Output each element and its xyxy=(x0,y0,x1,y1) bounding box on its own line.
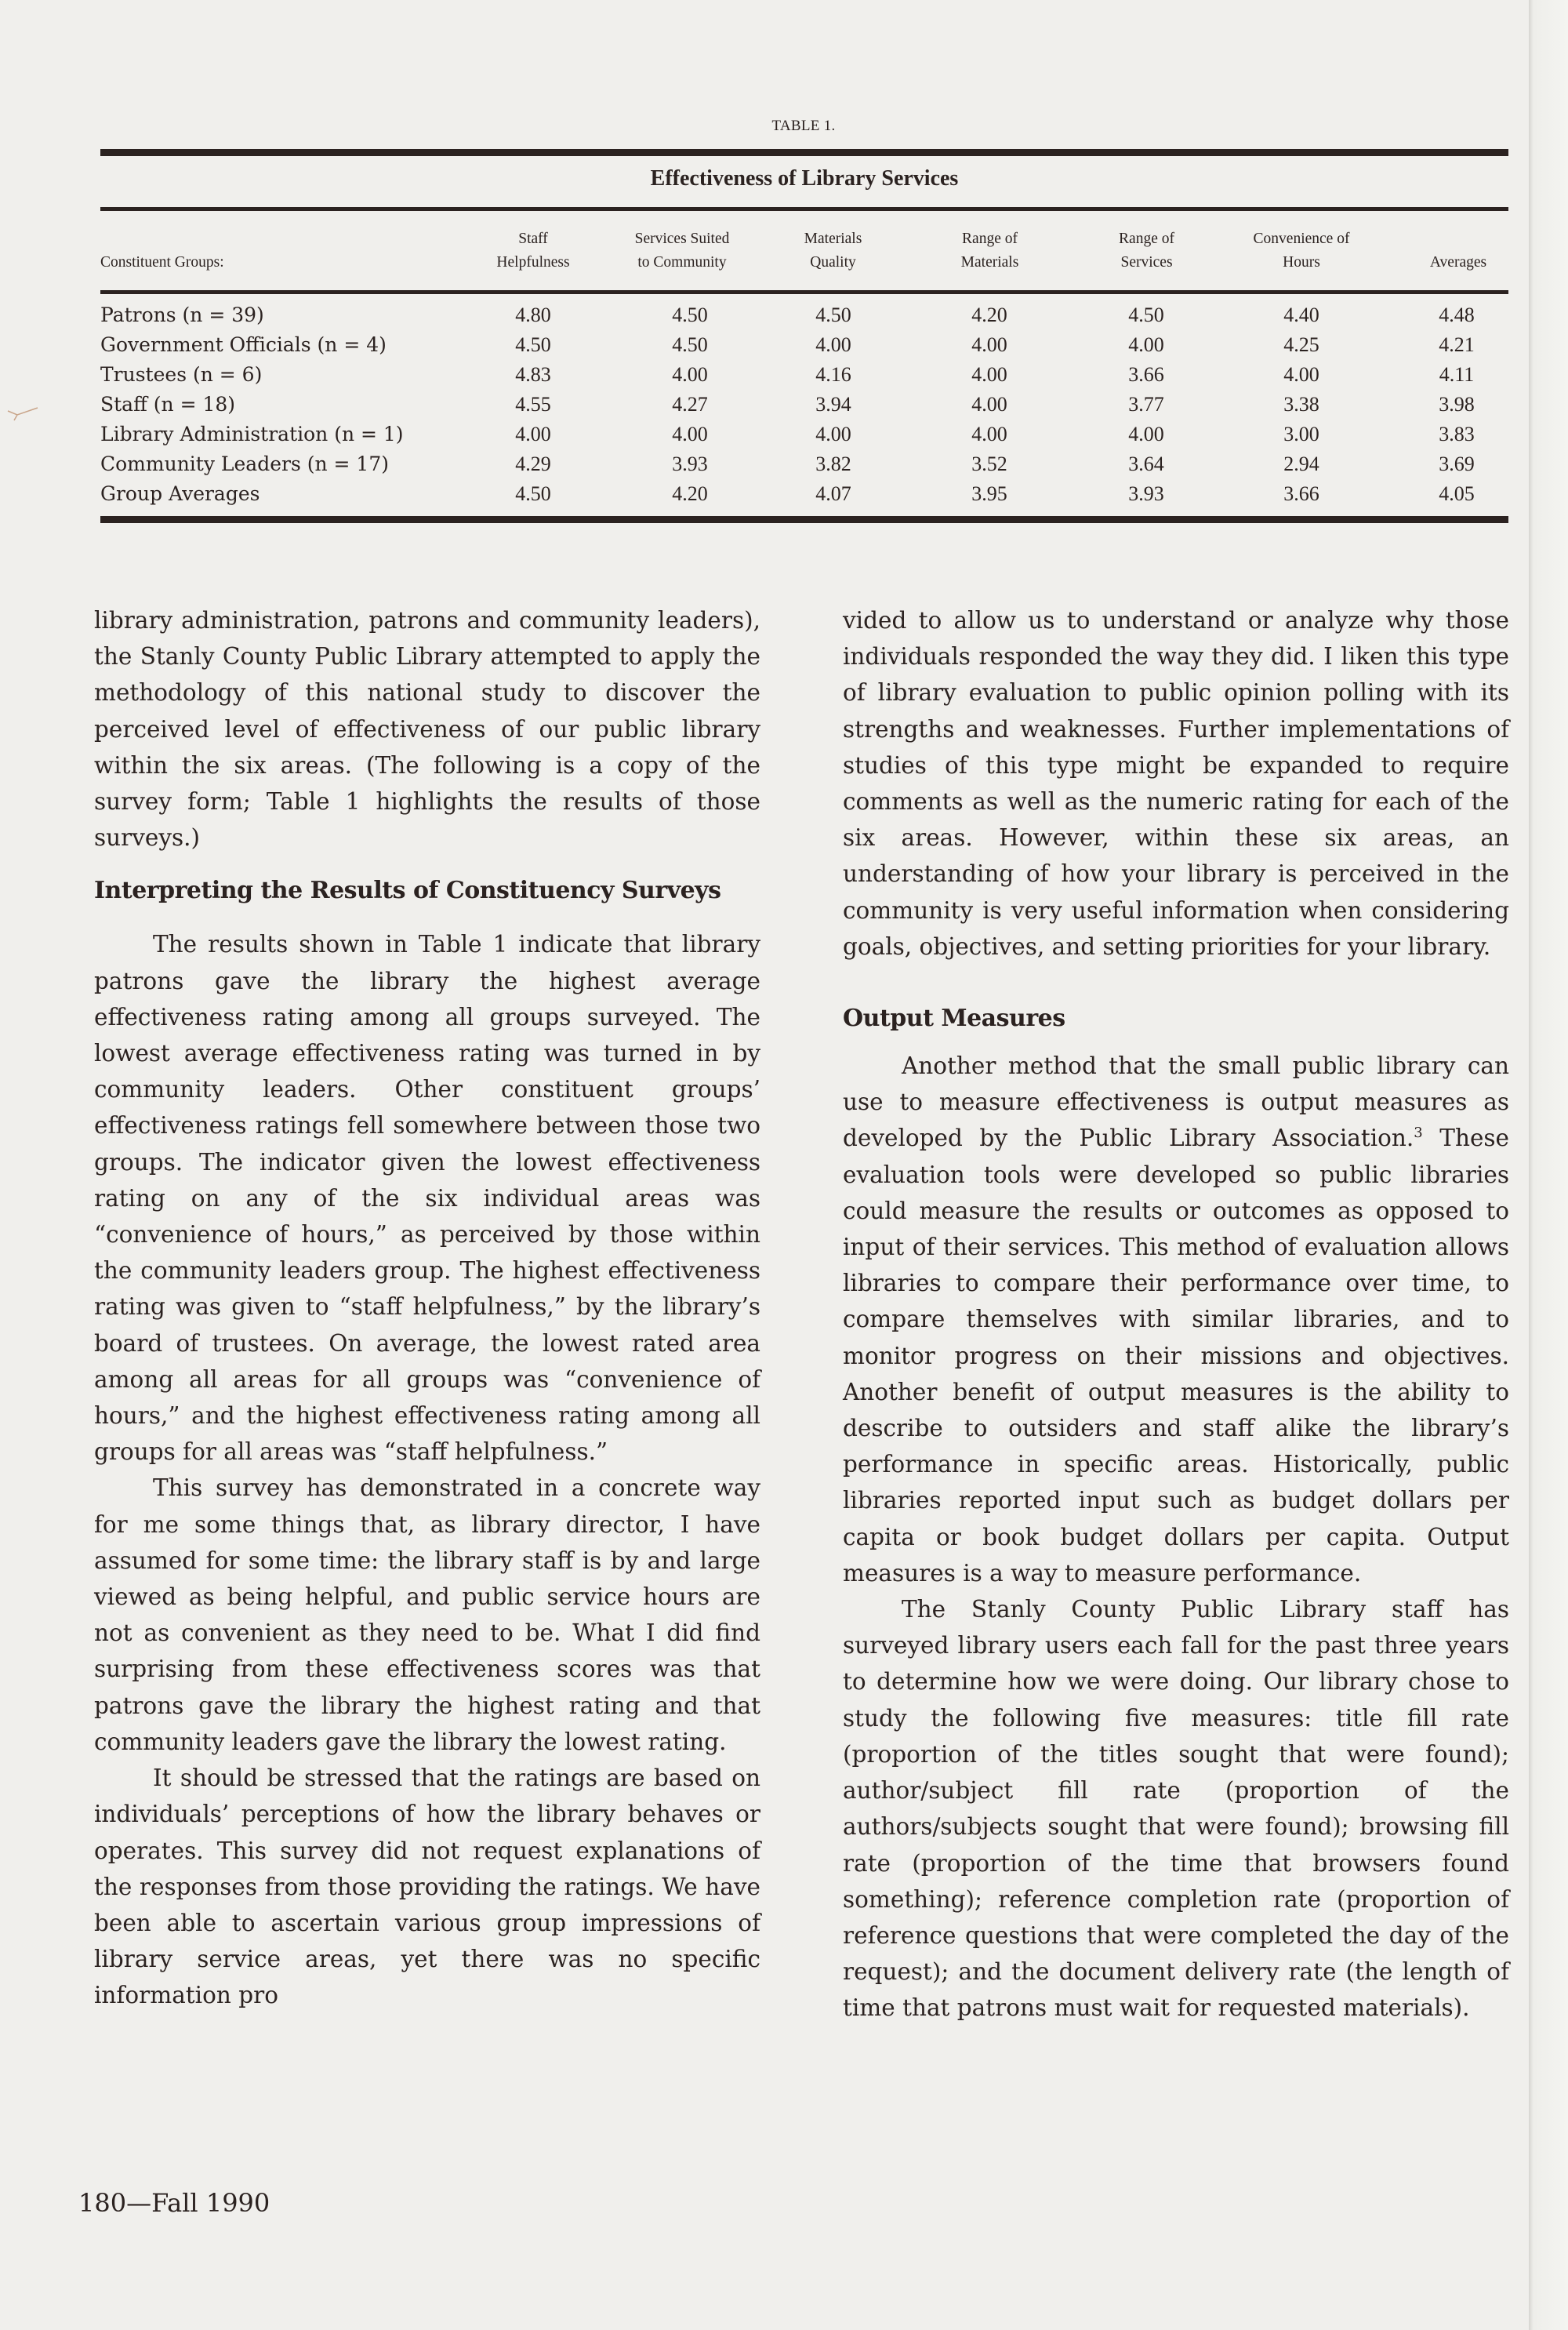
row-group-label: Government Officials (n = 4) xyxy=(100,333,387,356)
paragraph: The results shown in Table 1 indicate that library patrons gave the library the highest average effectiveness rating among all groups surveyed. The lowest average effectiveness rating was turned in by community leaders. Other constituent groups’ effectiveness ratings fell somewhere between those two groups. The indicator given the lowest effectiveness rating on any of the six individual areas was “convenience of hours,” as perceived by those within the community leaders group. The highest effectiveness rating was given to “staff helpfulness,” by the library’s board of trustees. On average, the lowest rated area among all areas for all groups was “convenience of hours,” and the highest effectiveness rating among all groups for all areas was “staff helpfulness.” xyxy=(94,931,760,1466)
paragraph-text: Another method that the small public library can use to measure effectiveness is output measures as developed by the Public Library Association. xyxy=(843,1052,1509,1152)
paragraph: It should be stressed that the ratings are based on individuals’ perceptions of how the library behaves or operates. This survey did not request explanations of the responses from those providing the ratings. We have been able to ascertain various group impressions of library service areas, yet there was no specific information pro xyxy=(94,1765,760,2009)
cell-range-materials: 4.00 xyxy=(971,423,1007,445)
table-top-rule xyxy=(100,149,1508,156)
column-header-staff-helpfulness xyxy=(470,227,596,274)
cell-materials-quality: 3.94 xyxy=(815,393,851,416)
table-row xyxy=(100,453,1508,482)
column-header-line1: Services Suited xyxy=(634,231,730,247)
table-bottom-rule xyxy=(100,516,1508,523)
cell-range-services: 3.77 xyxy=(1128,393,1164,416)
cell-average: 4.05 xyxy=(1439,482,1475,505)
column-header-materials-quality xyxy=(784,227,882,274)
cell-services-suited: 4.50 xyxy=(672,304,708,326)
table-caption: TABLE 1. xyxy=(771,118,836,134)
cell-range-services: 3.93 xyxy=(1128,482,1164,505)
column-header-averages xyxy=(1411,251,1505,274)
column-header-label: Averages xyxy=(1429,254,1487,271)
cell-staff-helpfulness: 4.50 xyxy=(515,333,551,356)
cell-materials-quality: 4.00 xyxy=(815,423,851,445)
cell-staff-helpfulness: 4.50 xyxy=(515,482,551,505)
cell-range-materials: 3.95 xyxy=(971,482,1007,505)
column-header-convenience-hours xyxy=(1231,227,1372,274)
cell-average: 4.11 xyxy=(1439,363,1475,386)
cell-range-services: 4.50 xyxy=(1128,304,1164,326)
table-title: Effectiveness of Library Services xyxy=(650,166,959,191)
cell-services-suited: 4.50 xyxy=(672,333,708,356)
paragraph-text: These evaluation tools were developed so public libraries could measure the results or outcomes as opposed to input of their services. This method of evaluation allows libraries to compare their performance over time, to compare themselves with similar libraries, and to monitor progress on their missions and objectives. Another benefit of output measures is the ability to describe to outsiders and staff alike the library’s performance in specific areas. Historically, public libraries reported input such as budget dollars per capita or book budget dollars per capita. Output measures is a way to measure performance. xyxy=(843,1125,1510,1587)
column-header-line2: to Community xyxy=(637,254,727,271)
cell-range-services: 3.66 xyxy=(1128,363,1164,386)
cell-staff-helpfulness: 4.80 xyxy=(515,304,551,326)
table-row xyxy=(100,393,1508,423)
cell-materials-quality: 3.82 xyxy=(815,453,851,475)
cell-staff-helpfulness: 4.83 xyxy=(515,363,551,386)
cell-materials-quality: 4.50 xyxy=(815,304,851,326)
cell-services-suited: 4.00 xyxy=(672,423,708,445)
paragraph: vided to allow us to understand or analyze why those individuals responded the way they did. I liken this type of library evaluation to public opinion polling with its strengths and weaknesses. Further implementations of studies of this type might be expanded to require comments as well as the numeric rating for each of the six areas. However, within these six areas, an understanding of how your library is perceived in the community is very useful information when considering goals, objectives, and setting priorities for your library. xyxy=(843,607,1509,960)
right-text-column xyxy=(843,602,1509,2026)
cell-range-services: 3.64 xyxy=(1128,453,1164,475)
column-header-line2: Helpfulness xyxy=(496,254,570,271)
cell-materials-quality: 4.07 xyxy=(815,482,851,505)
column-header-line2: Materials xyxy=(960,254,1019,271)
column-header-services-suited xyxy=(612,227,753,274)
column-header-line1: Staff xyxy=(518,231,548,247)
cell-average: 3.83 xyxy=(1439,423,1475,445)
paragraph: This survey has demonstrated in a concrete way for me some things that, as library director, I have assumed for some time: the library staff is by and large viewed as being helpful, and public service hours are not as convenient as they need to be. What I did find surprising from these effectiveness scores was that patrons gave the library the highest rating and that community leaders gave the library the lowest rating. xyxy=(94,1474,760,1755)
cell-materials-quality: 4.16 xyxy=(815,363,851,386)
cell-convenience-hours: 3.00 xyxy=(1283,423,1319,445)
table-row xyxy=(100,304,1508,333)
cell-average: 4.48 xyxy=(1439,304,1475,326)
table-row xyxy=(100,333,1508,363)
cell-services-suited: 4.27 xyxy=(672,393,708,416)
section-heading-interpreting: Interpreting the Results of Constituency Surveys xyxy=(94,877,721,905)
column-header-groups xyxy=(100,251,224,274)
cell-staff-helpfulness: 4.55 xyxy=(515,393,551,416)
cell-convenience-hours: 4.40 xyxy=(1283,304,1319,326)
column-header-line1: Convenience of xyxy=(1253,231,1350,247)
table-row xyxy=(100,423,1508,453)
table-title-rule xyxy=(100,207,1508,211)
column-header-line2: Quality xyxy=(810,254,856,271)
cell-staff-helpfulness: 4.00 xyxy=(515,423,551,445)
column-header-label: Constituent Groups: xyxy=(100,254,224,271)
cell-staff-helpfulness: 4.29 xyxy=(515,453,551,475)
paragraph: The Stanly County Public Library staff has surveyed library users each fall for the past three years to determine how we were doing. Our library chose to study the following five measures: title fill rate (proportion of the titles sought that were found); author/subject fill rate (proportion of the authors/subjects sought that were found); browsing fill rate (proportion of the time that browsers found something); reference completion rate (proportion of reference questions that were completed the day of the request); and the document delivery rate (the length of time that patrons must wait for requested materials). xyxy=(843,1596,1509,2022)
row-group-label: Community Leaders (n = 17) xyxy=(100,453,389,475)
cell-average: 4.21 xyxy=(1439,333,1475,356)
table-row xyxy=(100,482,1508,512)
cell-services-suited: 3.93 xyxy=(672,453,708,475)
row-group-label: Library Administration (n = 1) xyxy=(100,423,404,445)
cell-range-materials: 4.00 xyxy=(971,363,1007,386)
cell-convenience-hours: 3.66 xyxy=(1283,482,1319,505)
page-footer: 180—Fall 1990 xyxy=(78,2188,270,2218)
column-header-line2: Services xyxy=(1120,254,1173,271)
cell-services-suited: 4.20 xyxy=(672,482,708,505)
paragraph xyxy=(843,1048,1509,1591)
row-group-label: Patrons (n = 39) xyxy=(100,304,264,326)
column-header-line1: Materials xyxy=(804,231,862,247)
table-header-rule xyxy=(100,290,1508,294)
cell-range-services: 4.00 xyxy=(1128,333,1164,356)
cell-materials-quality: 4.00 xyxy=(815,333,851,356)
cell-range-materials: 4.20 xyxy=(971,304,1007,326)
cell-range-materials: 3.52 xyxy=(971,453,1007,475)
column-header-line1: Range of xyxy=(962,231,1018,247)
cell-range-services: 4.00 xyxy=(1128,423,1164,445)
cell-convenience-hours: 4.25 xyxy=(1283,333,1319,356)
cell-services-suited: 4.00 xyxy=(672,363,708,386)
cell-convenience-hours: 2.94 xyxy=(1283,453,1319,475)
cell-convenience-hours: 3.38 xyxy=(1283,393,1319,416)
paragraph: library administration, patrons and community leaders), the Stanly County Public Library attempted to apply the methodology of this national study to discover the perceived level of effectiveness of our public library within the six areas. (The following is a copy of the survey form; Table 1 highlights the results of those surveys.) xyxy=(94,607,760,852)
page-spine-shadow xyxy=(1529,0,1568,2330)
table-row xyxy=(100,363,1508,393)
left-text-column xyxy=(94,602,760,2014)
cell-convenience-hours: 4.00 xyxy=(1283,363,1319,386)
row-group-label: Trustees (n = 6) xyxy=(100,363,263,386)
section-heading-output-measures: Output Measures xyxy=(843,1005,1065,1033)
row-group-label: Staff (n = 18) xyxy=(100,393,236,416)
column-header-range-materials xyxy=(941,227,1039,274)
cell-range-materials: 4.00 xyxy=(971,393,1007,416)
cell-range-materials: 4.00 xyxy=(971,333,1007,356)
column-header-line1: Range of xyxy=(1119,231,1174,247)
column-header-line2: Hours xyxy=(1283,254,1320,271)
row-group-label: Group Averages xyxy=(100,482,260,505)
footnote-reference: 3 xyxy=(1414,1125,1423,1142)
cell-average: 3.69 xyxy=(1439,453,1475,475)
cell-average: 3.98 xyxy=(1439,393,1475,416)
pencil-mark-icon xyxy=(6,406,39,422)
column-header-range-services xyxy=(1098,227,1196,274)
